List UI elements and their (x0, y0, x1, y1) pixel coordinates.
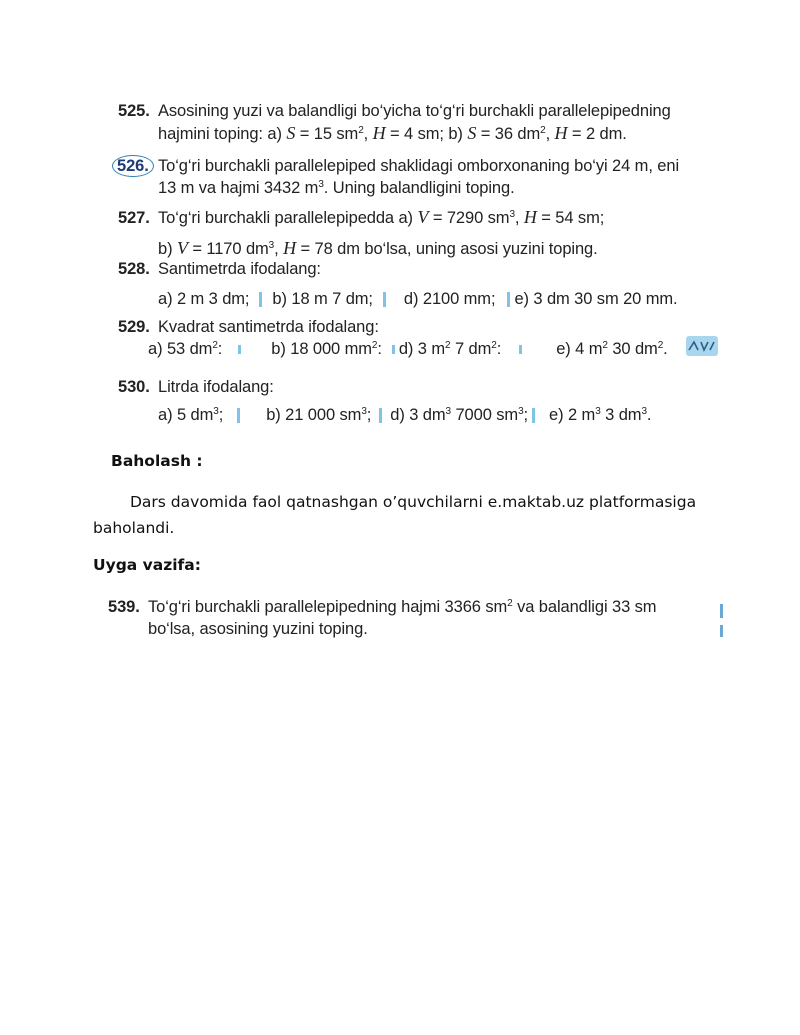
problem-530 (118, 376, 718, 426)
problem-number: 528. (118, 260, 150, 278)
answer-option: ; (366, 406, 372, 424)
variable-v: V (176, 238, 188, 258)
answer-option: : (377, 340, 382, 358)
superscript: 2 (540, 125, 546, 136)
problem-title: Kvadrat santimetrda ifodalang: (158, 318, 379, 336)
variable-s: S (467, 123, 477, 143)
grading-text (93, 489, 733, 541)
problem-text: , (274, 240, 284, 258)
problem-text: . Uning balandligini toping. (323, 179, 515, 197)
answer-option: a) 5 dm (158, 406, 214, 424)
problem-text: = 15 sm (295, 125, 359, 143)
variable-v: V (417, 207, 429, 227)
separator-mark (532, 408, 535, 423)
answer-option: ; (218, 406, 224, 424)
problem-number: 527. (118, 209, 150, 227)
answer-option: 7000 sm (450, 406, 519, 424)
problem-number: 539. (108, 598, 140, 616)
answer-option: . (646, 406, 652, 424)
problem-527 (118, 206, 718, 260)
answer-option: b) 21 000 sm (266, 406, 362, 424)
answer-option: 7 dm (450, 340, 492, 358)
variable-s: S (286, 123, 296, 143)
answer-option: 3 dm (600, 406, 642, 424)
separator-mark (259, 292, 262, 307)
problem-text: = 7290 sm (428, 209, 510, 227)
separator-mark (237, 408, 240, 423)
variable-h: H (554, 123, 568, 143)
problem-text: , (514, 209, 524, 227)
superscript: 3 (509, 209, 515, 220)
superscript: 2 (491, 340, 497, 351)
answer-option: a) 2 m 3 dm; (158, 290, 250, 308)
separator-mark (392, 345, 395, 354)
superscript: 3 (445, 406, 451, 417)
problem-539 (108, 596, 728, 640)
problem-text: va balandligi 33 sm (512, 598, 657, 616)
answer-option: e) 2 m (549, 406, 596, 424)
problem-title: Litrda ifodalang: (158, 378, 274, 396)
separator-mark (379, 408, 382, 423)
answer-option: : (496, 340, 502, 358)
superscript: 2 (507, 598, 513, 609)
problem-text: = 36 dm (476, 125, 541, 143)
separator-mark (507, 292, 510, 307)
superscript: 3 (595, 406, 601, 417)
problem-text: = 1170 dm (187, 240, 269, 258)
answer-option: . (663, 340, 668, 358)
problem-text: = 54 sm; (536, 209, 605, 227)
problem-text: = 78 dm bo‘lsa, uning asosi yuzini toping. (296, 240, 598, 258)
problem-text: b) (158, 240, 177, 258)
answer-option: d) 3 m (398, 340, 446, 358)
problem-text: , (363, 125, 373, 143)
grading-text-line: Dars davomida faol qatnashgan o’quvchilarni e.maktab.uz platformasiga (130, 493, 697, 511)
separator-mark (383, 292, 386, 307)
problem-text: bo‘lsa, asosining yuzini toping. (148, 620, 368, 638)
answer-option: ; (523, 406, 529, 424)
problem-number: 530. (118, 378, 150, 396)
superscript: 2 (358, 125, 364, 136)
superscript: 2 (657, 340, 664, 351)
problem-text: To‘g‘ri burchakli parallelepiped shaklidagi omborxonaning bo‘yi 24 m, eni (158, 157, 680, 175)
answer-option: e) 4 m (556, 340, 603, 358)
problem-528 (118, 258, 718, 310)
superscript: 3 (641, 406, 647, 417)
superscript: 3 (213, 406, 219, 417)
circled-problem-number: 526. (112, 155, 154, 177)
problem-526 (118, 155, 718, 199)
answer-option: d) 2100 mm; (403, 290, 496, 308)
problem-text: To‘g‘ri burchakli parallelepipedda a) (158, 209, 418, 227)
problem-text: , (545, 125, 555, 143)
problem-text: = 4 sm; b) (385, 125, 468, 143)
superscript: 3 (361, 406, 367, 417)
variable-h: H (283, 238, 297, 258)
superscript: 2 (445, 340, 451, 351)
answer-option: b) 18 m 7 dm; (272, 290, 373, 308)
problem-525 (118, 100, 718, 145)
grading-heading: Baholash : (111, 452, 203, 470)
answer-option: : (217, 340, 223, 358)
answer-option: d) 3 dm (390, 406, 446, 424)
variable-h: H (372, 123, 386, 143)
superscript: 3 (318, 179, 324, 190)
separator-mark (519, 345, 522, 354)
margin-mark (720, 604, 723, 618)
answer-option: e) 3 dm 30 sm 20 mm. (514, 290, 678, 308)
problem-text: = 2 dm. (567, 125, 627, 143)
superscript: 3 (518, 406, 524, 417)
problem-529 (118, 316, 718, 360)
problem-text: To‘g‘ri burchakli parallelepipedning hajmi 3366 sm (148, 598, 508, 616)
answer-option: 30 dm (607, 340, 658, 358)
answer-option: b) 18 000 mm (271, 340, 372, 358)
variable-h: H (523, 207, 537, 227)
superscript: 2 (212, 340, 218, 351)
homework-heading: Uyga vazifa: (93, 556, 201, 574)
problem-title: Santimetrda ifodalang: (158, 260, 321, 278)
problem-number: 529. (118, 318, 150, 336)
decorative-badge-icon (686, 336, 718, 356)
separator-mark (238, 345, 241, 354)
problem-text: 13 m va hajmi 3432 m (158, 179, 319, 197)
margin-mark (720, 625, 723, 637)
superscript: 3 (268, 240, 275, 251)
superscript: 2 (371, 340, 378, 351)
grading-text-line: baholandi. (93, 519, 175, 537)
superscript: 2 (602, 340, 608, 351)
problem-text: hajmini toping: a) (158, 125, 287, 143)
answer-option: a) 53 dm (148, 340, 213, 358)
problem-number: 525. (118, 102, 150, 120)
problem-text: Asosining yuzi va balandligi bo‘yicha to‘g‘ri burchakli parallelepipedning (158, 102, 671, 120)
